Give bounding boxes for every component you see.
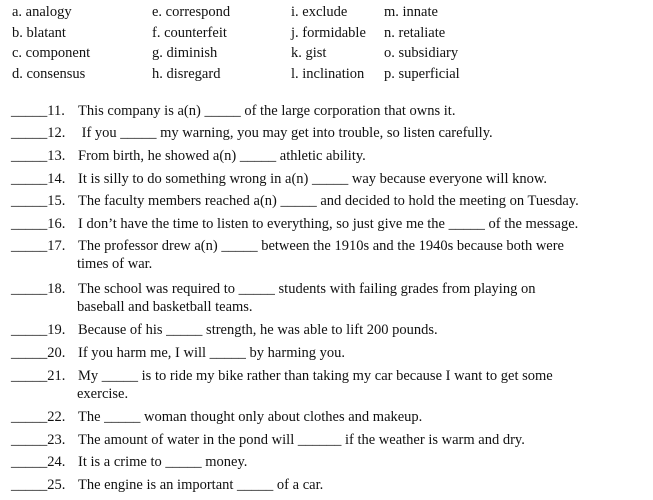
word-bank-item: m. innate (384, 4, 438, 20)
question-number[interactable]: _____11. (11, 103, 65, 119)
word-bank-item: j. formidable (291, 24, 366, 41)
question-number[interactable]: _____23. (11, 432, 66, 448)
question-text: I don’t have the time to listen to everything, so just give me the _____ of the message. (78, 216, 579, 232)
question-text: The professor drew a(n) _____ between the 1910s and the 1940s because both were (78, 238, 564, 254)
question-item (11, 280, 536, 315)
question-item (11, 321, 438, 339)
word-bank-item: i. exclude (291, 4, 348, 20)
word-bank-item: h. disregard (152, 65, 221, 82)
question-item (11, 102, 455, 120)
question-number[interactable]: _____14. (11, 171, 66, 187)
question-item (11, 476, 323, 494)
question-number[interactable]: _____17. (11, 238, 66, 254)
word-bank-item: o. subsidiary (384, 45, 459, 61)
question-number[interactable]: _____25. (11, 477, 66, 493)
word-bank-item: b. blatant (12, 24, 66, 41)
question-item (11, 367, 553, 402)
word-bank-item: d. consensus (12, 65, 86, 82)
question-text-continued: baseball and basketball teams. (77, 299, 253, 315)
question-number[interactable]: _____15. (11, 193, 66, 209)
question-text: The engine is an important _____ of a car. (78, 477, 324, 493)
word-bank-item: c. component (12, 45, 91, 61)
question-text: It is a crime to _____ money. (78, 454, 248, 470)
word-bank-item: k. gist (291, 45, 327, 61)
question-text: My _____ is to ride my bike rather than taking my car because I want to get some (78, 368, 553, 384)
question-text: The school was required to _____ students with failing grades from playing on (78, 281, 536, 297)
question-item (11, 124, 493, 142)
question-text: Because of his _____ strength, he was able to lift 200 pounds. (78, 322, 438, 338)
question-number[interactable]: _____20. (11, 345, 66, 361)
word-bank-item: p. superficial (384, 65, 460, 82)
question-text: This company is a(n) _____ of the large corporation that owns it. (78, 103, 456, 119)
question-number[interactable]: _____21. (11, 368, 66, 384)
word-bank-item: l. inclination (291, 65, 365, 82)
question-number[interactable]: _____18. (11, 281, 66, 297)
question-number[interactable]: _____19. (11, 322, 66, 338)
question-number[interactable]: _____16. (11, 216, 66, 232)
word-bank-item: e. correspond (152, 4, 231, 20)
question-item (11, 192, 579, 210)
question-number[interactable]: _____12. (11, 125, 66, 141)
question-text: The amount of water in the pond will ______ if the weather is warm and dry. (78, 432, 525, 448)
word-bank-item: g. diminish (152, 45, 218, 61)
question-text-continued: exercise. (77, 386, 129, 402)
question-number[interactable]: _____13. (11, 148, 66, 164)
question-item (11, 237, 564, 272)
word-bank-item: n. retaliate (384, 24, 446, 41)
question-text: It is silly to do something wrong in a(n) _____ way because everyone will know. (78, 171, 548, 187)
question-item (11, 344, 345, 362)
question-number[interactable]: _____22. (11, 409, 66, 425)
question-text-continued: times of war. (77, 256, 153, 272)
question-text: From birth, he showed a(n) _____ athletic ability. (78, 148, 366, 164)
question-item (11, 453, 247, 471)
question-item (11, 408, 422, 426)
word-bank-item: f. counterfeit (152, 24, 227, 41)
question-text: The faculty members reached a(n) _____ and decided to hold the meeting on Tuesday. (78, 193, 579, 209)
question-text: The _____ woman thought only about clothes and makeup. (78, 409, 423, 425)
question-text: If you harm me, I will _____ by harming you. (78, 345, 345, 361)
question-text: If you _____ my warning, you may get into trouble, so listen carefully. (78, 125, 493, 141)
question-item (11, 147, 366, 165)
word-bank-item: a. analogy (12, 4, 72, 20)
question-item (11, 431, 525, 449)
question-item (11, 215, 578, 233)
question-item (11, 170, 547, 188)
question-number[interactable]: _____24. (11, 454, 66, 470)
